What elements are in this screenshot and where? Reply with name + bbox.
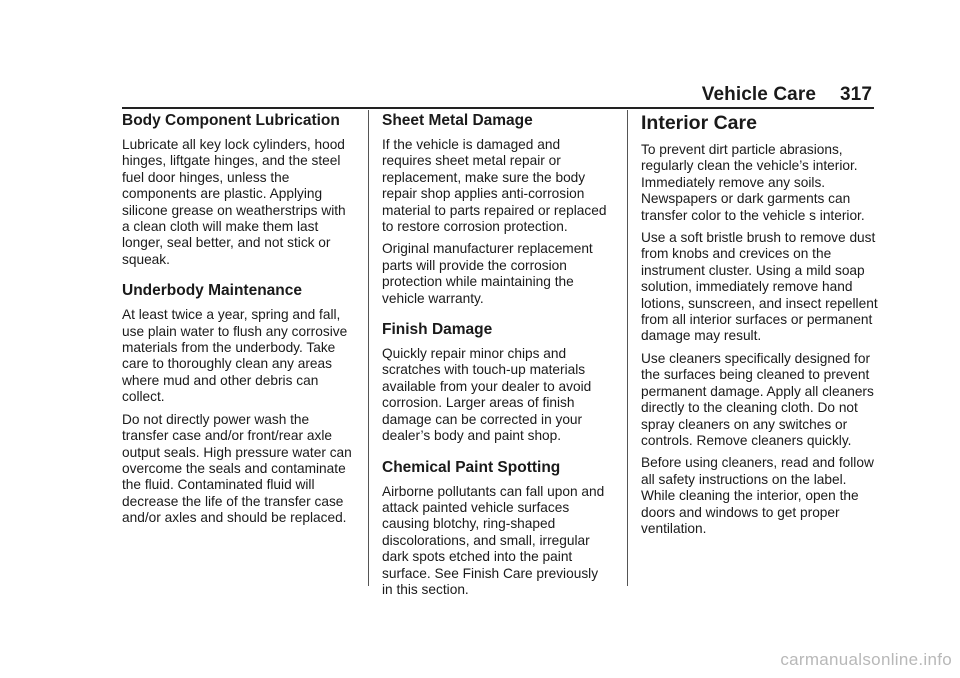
column-3	[641, 110, 879, 537]
column-2	[382, 110, 610, 598]
paragraph-dirt-abrasions: To prevent dirt particle abrasions, regularly clean the vehicle’s interior. Immediately remove any soils. Newspapers or dark garments can transfer color to the vehicle s interior.	[641, 142, 865, 223]
section-title: Vehicle Care	[701, 84, 816, 105]
heading-underbody-maintenance: Underbody Maintenance	[122, 282, 302, 300]
paragraph-cleaners-designed: Use cleaners specifically designed for the surfaces being cleaned to prevent permanent damage. Apply all cleaners directly to the cleaning cloth. Do not spray cleaners on any switches or controls. Remove cleaners quickly.	[641, 350, 874, 448]
paragraph-finish-damage: Quickly repair minor chips and scratches with touch-up materials available from your dealer to avoid corrosion. Larger areas of finish damage can be corrected in your dealer’s body and paint shop.	[382, 346, 592, 444]
heading-sheet-metal-damage: Sheet Metal Damage	[382, 112, 533, 129]
column-divider	[368, 110, 369, 586]
column-divider	[627, 110, 628, 586]
paragraph-chemical-paint: Airborne pollutants can fall upon and attack painted vehicle surfaces causing blotchy, ring-shaped discolorations, and small, irregular dark spots etched into the paint surface. See Finish Care previously in this section.	[382, 483, 605, 597]
header-rule	[122, 107, 874, 109]
paragraph-safety-instructions: Before using cleaners, read and follow all safety instructions on the label. While cleaning the interior, open the doors and windows to get proper ventilation.	[641, 455, 874, 536]
heading-finish-damage: Finish Damage	[382, 321, 493, 339]
paragraph-soft-brush: Use a soft bristle brush to remove dust from knobs and crevices on the instrument cluster. Using a mild soap solution, immediately remove hand lotions, sunscreen, and insect repellent from all interior surfaces or permanent damage may result.	[641, 230, 878, 344]
heading-chemical-paint-spotting: Chemical Paint Spotting	[382, 458, 561, 476]
heading-body-component-lubrication: Body Component Lubrication	[122, 112, 340, 129]
page-number: 317	[839, 84, 872, 105]
column-1	[122, 110, 357, 527]
paragraph-sheet-metal-repair: If the vehicle is damaged and requires sheet metal repair or replacement, make sure the body repair shop applies anti-corrosion material to parts repaired or replaced to restore corrosion protection.	[382, 137, 607, 235]
watermark: carmanualsonline.info	[780, 650, 952, 669]
paragraph-underbody-flush: At least twice a year, spring and fall, use plain water to flush any corrosive materials from the underbody. Take care to thoroughly clean any areas where mud and other debris can collect.	[122, 307, 348, 405]
paragraph-replacement-parts: Original manufacturer replacement parts will provide the corrosion protection while maintaining the vehicle warranty.	[382, 241, 593, 306]
heading-interior-care: Interior Care	[641, 112, 757, 134]
paragraph-lubrication: Lubricate all key lock cylinders, hood hinges, liftgate hinges, and the steel fuel door hinges, unless the components are plastic. Applying silicone grease on weatherstrips with a clean cloth will make them last longer, seal better, and not stick or squeak.	[122, 137, 346, 267]
paragraph-power-wash: Do not directly power wash the transfer case and/or front/rear axle output seals. High pressure water can overcome the seals and contaminate the fluid. Contaminated fluid will decrease the life of the transfer case and/or axles and should be replaced.	[122, 411, 352, 526]
page-header	[702, 84, 872, 106]
